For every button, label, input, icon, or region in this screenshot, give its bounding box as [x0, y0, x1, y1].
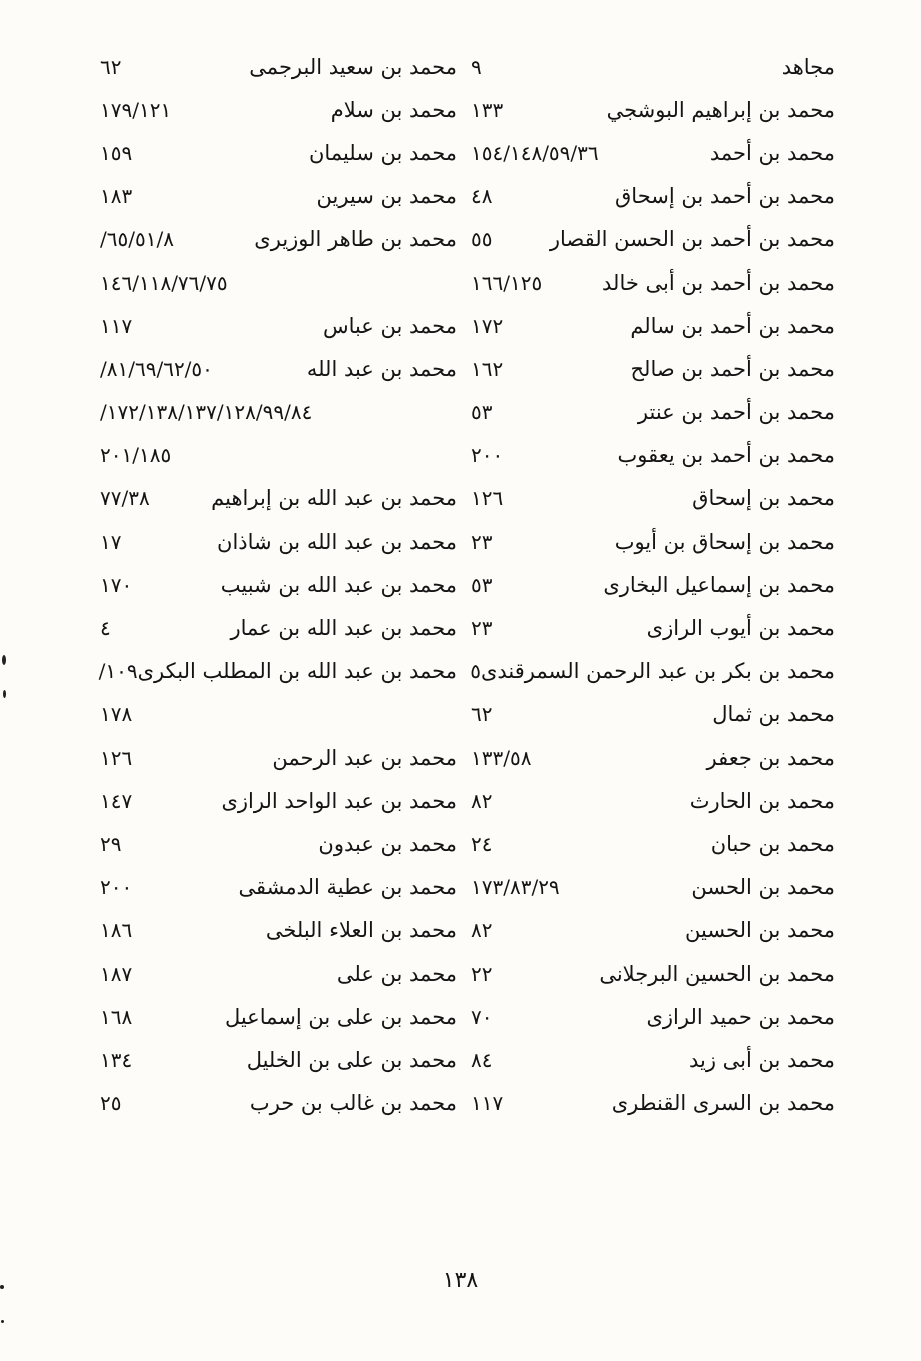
entry-name: محمد بن سيرين	[316, 184, 457, 209]
left-column-entry	[100, 530, 457, 554]
entry-pages: ١٣٣/٥٨	[471, 745, 532, 770]
right-column-entry	[457, 875, 835, 899]
entry-name: محمد بن سلام	[330, 97, 457, 122]
entry-name: محمد بن سعيد البرجمى	[249, 54, 457, 79]
left-column-entry	[100, 443, 457, 467]
entry-name: محمد بن سليمان	[309, 140, 457, 165]
index-row	[100, 131, 835, 174]
left-column-entry	[100, 227, 457, 251]
index-row	[100, 88, 835, 131]
right-column-entry	[457, 55, 835, 79]
entry-name: محمد بن إسماعيل البخارى	[603, 572, 835, 597]
entry-pages: ٦٢	[471, 702, 493, 727]
name-index	[100, 45, 835, 1125]
left-column-entry	[100, 314, 457, 338]
entry-pages: ٥	[470, 659, 481, 684]
entry-name: محمد بن الحارث	[689, 788, 835, 813]
right-column-entry	[457, 400, 835, 424]
left-column-entry	[100, 271, 457, 295]
entry-pages: ٤٨	[471, 184, 493, 209]
entry-pages: ١٢٦	[471, 486, 504, 511]
entry-pages: ٢٤	[471, 831, 493, 856]
entry-pages: ٥٥	[471, 227, 493, 252]
index-row	[100, 779, 835, 822]
index-row	[100, 218, 835, 261]
entry-pages: ١٢٦	[100, 745, 133, 770]
right-column-entry	[457, 314, 835, 338]
scan-mark	[2, 655, 6, 665]
entry-name: محمد بن على	[336, 961, 457, 986]
entry-pages: /١٧٢/١٣٨/١٣٧/١٢٨/٩٩/٨٤	[100, 400, 313, 425]
index-row	[100, 693, 835, 736]
index-row	[100, 520, 835, 563]
entry-name: محمد بن عبد الله بن عمار	[230, 616, 457, 641]
entry-pages: ٧٠	[471, 1004, 493, 1029]
right-column-entry	[457, 227, 835, 251]
right-column-entry	[457, 659, 835, 683]
entry-pages: ٢٠٠	[471, 443, 504, 468]
entry-name: محمد بن على بن إسماعيل	[224, 1004, 457, 1029]
entry-name: محمد بن الحسين	[685, 918, 835, 943]
entry-pages: ٢٠١/١٨٥	[100, 443, 172, 468]
left-column-entry	[100, 55, 457, 79]
entry-pages: ١٣٤	[100, 1047, 133, 1072]
entry-pages: ١٧٢	[471, 313, 504, 338]
left-column-entry	[100, 486, 457, 510]
entry-pages: ٩	[471, 54, 482, 79]
index-row	[100, 736, 835, 779]
entry-name: محمد بن على بن الخليل	[246, 1047, 457, 1072]
left-column-entry	[100, 573, 457, 597]
left-column-entry	[100, 746, 457, 770]
entry-pages: ٢٩	[100, 831, 122, 856]
entry-name: محمد بن بكر بن عبد الرحمن السمرقندى	[480, 659, 835, 684]
entry-name: مجاهد	[781, 54, 835, 79]
left-column-entry	[100, 184, 457, 208]
right-column-entry	[457, 1091, 835, 1115]
entry-pages: ١٦٦/١٢٥	[471, 270, 543, 295]
entry-pages: ٦٢	[100, 54, 122, 79]
left-column-entry	[100, 962, 457, 986]
entry-name: محمد بن عبد الله بن شاذان	[217, 529, 457, 554]
left-column-entry	[100, 98, 457, 122]
left-column-entry	[100, 918, 457, 942]
index-row	[100, 606, 835, 649]
index-row	[100, 650, 835, 693]
entry-name: محمد بن حميد الرازى	[646, 1004, 835, 1029]
entry-pages: ١١٧	[100, 313, 133, 338]
index-row	[100, 995, 835, 1038]
left-column-entry	[100, 357, 457, 381]
right-column-entry	[457, 918, 835, 942]
entry-name: محمد بن عبد الرحمن	[272, 745, 457, 770]
entry-pages: ١٧	[100, 529, 122, 554]
right-column-entry	[457, 616, 835, 640]
entry-pages: ٧٧/٣٨	[100, 486, 150, 511]
entry-pages: ١٧٩/١٢١	[100, 97, 172, 122]
entry-pages: ١٧٨	[100, 702, 133, 727]
left-column-entry	[100, 1005, 457, 1029]
index-row	[100, 347, 835, 390]
right-column-entry	[457, 184, 835, 208]
scan-mark	[3, 690, 6, 698]
entry-pages: ١٥٤/١٤٨/٥٩/٣٦	[471, 140, 599, 165]
entry-pages: ٨٤	[471, 1047, 493, 1072]
entry-name: محمد بن أحمد	[709, 140, 835, 165]
entry-name: محمد بن عبدون	[318, 831, 457, 856]
entry-pages: ٨٢	[471, 918, 493, 943]
entry-pages: /١٠٩	[98, 659, 138, 684]
entry-pages: /٦٥/٥١/٨	[100, 227, 174, 252]
entry-name: محمد بن الحسن	[691, 875, 835, 900]
entry-name: محمد بن أبى زيد	[688, 1047, 835, 1072]
entry-name: محمد بن العلاء البلخى	[265, 918, 457, 943]
right-column-entry	[457, 141, 835, 165]
index-row	[100, 434, 835, 477]
right-column-entry	[457, 573, 835, 597]
entry-name: محمد بن أيوب الرازى	[646, 616, 835, 641]
entry-pages: ١٣٣	[471, 97, 504, 122]
left-column-entry	[100, 1048, 457, 1072]
scan-mark	[1, 1320, 4, 1323]
left-column-entry	[100, 400, 457, 424]
entry-name: محمد بن عطية الدمشقى	[238, 875, 457, 900]
scan-mark	[0, 1285, 4, 1289]
entry-name: محمد بن عبد الله بن شبيب	[220, 572, 457, 597]
left-column-entry	[100, 875, 457, 899]
entry-name: محمد بن ثمال	[712, 702, 835, 727]
left-column-entry	[100, 659, 457, 683]
index-row	[100, 477, 835, 520]
left-column-entry	[100, 141, 457, 165]
index-row	[100, 866, 835, 909]
index-row	[100, 45, 835, 88]
entry-name: محمد بن عبد الله بن إبراهيم	[211, 486, 457, 511]
right-column-entry	[457, 1048, 835, 1072]
entry-pages: ١٦٢	[471, 356, 504, 381]
entry-pages: ١٧٣/٨٣/٢٩	[471, 875, 560, 900]
index-row	[100, 1038, 835, 1081]
index-row	[100, 952, 835, 995]
entry-pages: ٥٣	[471, 572, 493, 597]
index-row	[100, 175, 835, 218]
index-row	[100, 822, 835, 865]
entry-name: محمد بن طاهر الوزيرى	[254, 227, 457, 252]
entry-name: محمد بن أحمد بن أبى خالد	[602, 270, 835, 295]
right-column-entry	[457, 486, 835, 510]
left-column-entry	[100, 702, 457, 726]
right-column-entry	[457, 271, 835, 295]
entry-pages: ٢٥	[100, 1091, 122, 1116]
left-column-entry	[100, 832, 457, 856]
entry-pages: ١١٧	[471, 1091, 504, 1116]
entry-pages: ٢٠٠	[100, 875, 133, 900]
entry-pages: ١٤٦/١١٨/٧٦/٧٥	[100, 270, 228, 295]
entry-pages: ٢٣	[471, 616, 493, 641]
entry-pages: ١٤٧	[100, 788, 133, 813]
left-column-entry	[100, 789, 457, 813]
right-column-entry	[457, 789, 835, 813]
left-column-entry	[100, 616, 457, 640]
entry-name: محمد بن أحمد بن سالم	[630, 313, 835, 338]
entry-pages: ١٧٠	[100, 572, 133, 597]
index-row	[100, 909, 835, 952]
index-row	[100, 391, 835, 434]
entry-name: محمد بن عبد الله بن المطلب البكرى	[137, 659, 457, 684]
entry-pages: ١٨٦	[100, 918, 133, 943]
entry-name: محمد بن السرى القنطرى	[611, 1091, 835, 1116]
entry-pages: ١٨٣	[100, 184, 133, 209]
entry-pages: ١٦٨	[100, 1004, 133, 1029]
entry-pages: /٨١/٦٩/٦٢/٥٠	[100, 356, 213, 381]
entry-pages: ٥٣	[471, 400, 493, 425]
index-row	[100, 563, 835, 606]
entry-name: محمد بن إسحاق	[692, 486, 835, 511]
entry-name: محمد بن حبان	[710, 831, 835, 856]
entry-name: محمد بن جعفر	[706, 745, 835, 770]
index-row	[100, 1082, 835, 1125]
right-column-entry	[457, 962, 835, 986]
entry-name: محمد بن الحسين البرجلانى	[599, 961, 835, 986]
left-column-entry	[100, 1091, 457, 1115]
entry-name: محمد بن أحمد بن إسحاق	[615, 184, 835, 209]
page-number: ١٣٨	[442, 1268, 479, 1293]
right-column-entry	[457, 746, 835, 770]
entry-pages: ٨٢	[471, 788, 493, 813]
right-column-entry	[457, 443, 835, 467]
right-column-entry	[457, 702, 835, 726]
entry-name: محمد بن إبراهيم البوشجي	[606, 97, 835, 122]
right-column-entry	[457, 832, 835, 856]
entry-name: محمد بن عباس	[322, 313, 457, 338]
entry-name: محمد بن أحمد بن عنتر	[637, 400, 835, 425]
right-column-entry	[457, 530, 835, 554]
index-row	[100, 261, 835, 304]
right-column-entry	[457, 1005, 835, 1029]
entry-pages: ١٨٧	[100, 961, 133, 986]
right-column-entry	[457, 357, 835, 381]
entry-pages: ٤	[100, 616, 111, 641]
entry-pages: ٢٣	[471, 529, 493, 554]
entry-pages: ٢٢	[471, 961, 493, 986]
entry-name: محمد بن غالب بن حرب	[249, 1091, 457, 1116]
index-row	[100, 304, 835, 347]
entry-name: محمد بن إسحاق بن أيوب	[614, 529, 835, 554]
entry-name: محمد بن عبد الله	[306, 356, 457, 381]
entry-pages: ١٥٩	[100, 140, 133, 165]
entry-name: محمد بن أحمد بن صالح	[630, 356, 835, 381]
entry-name: محمد بن أحمد بن الحسن القصار	[549, 227, 835, 252]
right-column-entry	[457, 98, 835, 122]
entry-name: محمد بن عبد الواحد الرازى	[221, 788, 457, 813]
entry-name: محمد بن أحمد بن يعقوب	[617, 443, 835, 468]
